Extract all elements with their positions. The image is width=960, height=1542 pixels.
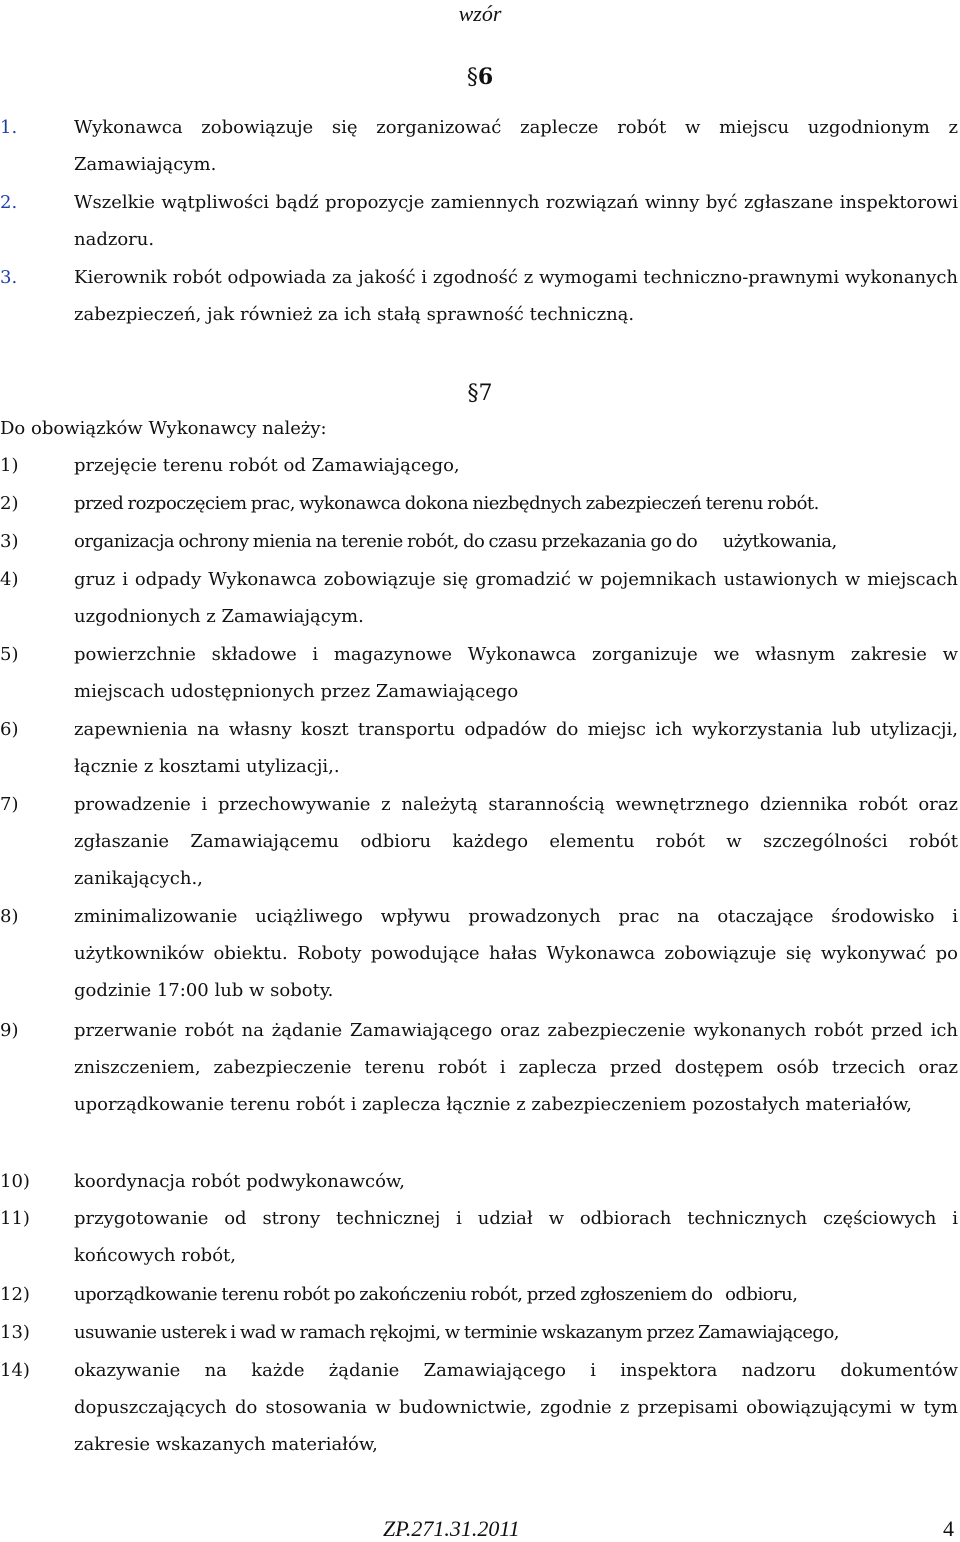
item-number: 6) bbox=[0, 719, 19, 740]
section-number: 6 bbox=[477, 64, 494, 90]
item-text: usuwanie usterek i wad w ramach rękojmi, w terminie wskazanym przez Zamawiającego, bbox=[74, 1322, 840, 1343]
item-number: 3) bbox=[0, 531, 19, 552]
item-text: zminimalizowanie uciążliwego wpływu prowadzonych prac na otaczające środowisko i użytkowników obiektu. Roboty powodujące hałas Wykonawca zobowiązuje się wykonywać po godzinie 17:00 lub w soboty. bbox=[74, 906, 958, 1001]
item-text: przerwanie robót na żądanie Zamawiającego oraz zabezpieczenie wykonanych robót przed ich zniszczeniem, zabezpieczenie terenu robót i zaplecza przed dostępem osób trzecich oraz uporządkowanie terenu robót i zaplecza łącznie z zabezpieczeniem pozostałych materiałów, bbox=[74, 1020, 958, 1115]
item-number: 1) bbox=[0, 455, 19, 476]
item-number: 11) bbox=[0, 1208, 30, 1229]
item-number: 12) bbox=[0, 1284, 30, 1305]
item-number: 13) bbox=[0, 1322, 30, 1343]
item-text: koordynacja robót podwykonawców, bbox=[74, 1171, 405, 1192]
item-text: Wszelkie wątpliwości bądź propozycje zamiennych rozwiązań winny być zgłaszane inspektorowi nadzoru. bbox=[74, 192, 958, 250]
item-text: okazywanie na każde żądanie Zamawiającego i inspektora nadzoru dokumentów dopuszczających do stosowania w budownictwie, zgodnie z przepisami obowiązującymi w tym zakresie wskazanych materiałów, bbox=[74, 1360, 958, 1455]
item-text: organizacja ochrony mienia na terenie robót, do czasu przekazania go do użytkowania, bbox=[74, 531, 837, 552]
item-number: 7) bbox=[0, 794, 19, 815]
item-text: gruz i odpady Wykonawca zobowiązuje się gromadzić w pojemnikach ustawionych w miejscach uzgodnionych z Zamawiającym. bbox=[74, 569, 958, 627]
item-text: uporządkowanie terenu robót po zakończeniu robót, przed zgłoszeniem do odbioru, bbox=[74, 1284, 798, 1305]
item-text: prowadzenie i przechowywanie z należytą starannością wewnętrznego dziennika robót oraz zgłaszanie Zamawiającemu odbioru każdego elementu robót w szczególności robót zanikających., bbox=[74, 794, 958, 889]
item-number: 10) bbox=[0, 1171, 30, 1192]
item-text: zapewnienia na własny koszt transportu odpadów do miejsc ich wykorzystania lub utylizacji, łącznie z kosztami utylizacji,. bbox=[74, 719, 958, 777]
item-number: 5) bbox=[0, 644, 19, 665]
item-text: powierzchnie składowe i magazynowe Wykonawca zorganizuje we własnym zakresie w miejscach udostępnionych przez Zamawiającego bbox=[74, 644, 958, 702]
item-number: 2) bbox=[0, 493, 19, 514]
item-number: 9) bbox=[0, 1020, 19, 1041]
header-text: wzór bbox=[458, 1, 502, 26]
document-header bbox=[0, 1, 960, 27]
item-number: 2. bbox=[0, 192, 18, 213]
section-sign: § bbox=[467, 381, 479, 406]
document-code: ZP.271.31.2011 bbox=[383, 1516, 520, 1541]
section-6-heading bbox=[0, 64, 960, 90]
item-number: 3. bbox=[0, 267, 18, 288]
section-sign: § bbox=[466, 65, 478, 90]
section-7-heading bbox=[0, 381, 960, 406]
item-text: przed rozpoczęciem prac, wykonawca dokona niezbędnych zabezpieczeń terenu robót. bbox=[74, 493, 819, 514]
item-number: 1. bbox=[0, 117, 18, 138]
item-text: przygotowanie od strony technicznej i udział w odbiorach technicznych częściowych i końcowych robót, bbox=[74, 1208, 958, 1266]
section-intro: Do obowiązków Wykonawcy należy: bbox=[0, 418, 327, 439]
item-number: 14) bbox=[0, 1360, 30, 1381]
page-number: 4 bbox=[943, 1516, 954, 1541]
item-text: Wykonawca zobowiązuje się zorganizować zaplecze robót w miejscu uzgodnionym z Zamawiającym. bbox=[74, 117, 958, 175]
item-text: Kierownik robót odpowiada za jakość i zgodność z wymogami techniczno-prawnymi wykonanych zabezpieczeń, jak również za ich stałą sprawność techniczną. bbox=[74, 267, 958, 325]
section-number: 7 bbox=[478, 381, 493, 406]
item-text: przejęcie terenu robót od Zamawiającego, bbox=[74, 455, 460, 476]
item-number: 8) bbox=[0, 906, 19, 927]
item-number: 4) bbox=[0, 569, 19, 590]
